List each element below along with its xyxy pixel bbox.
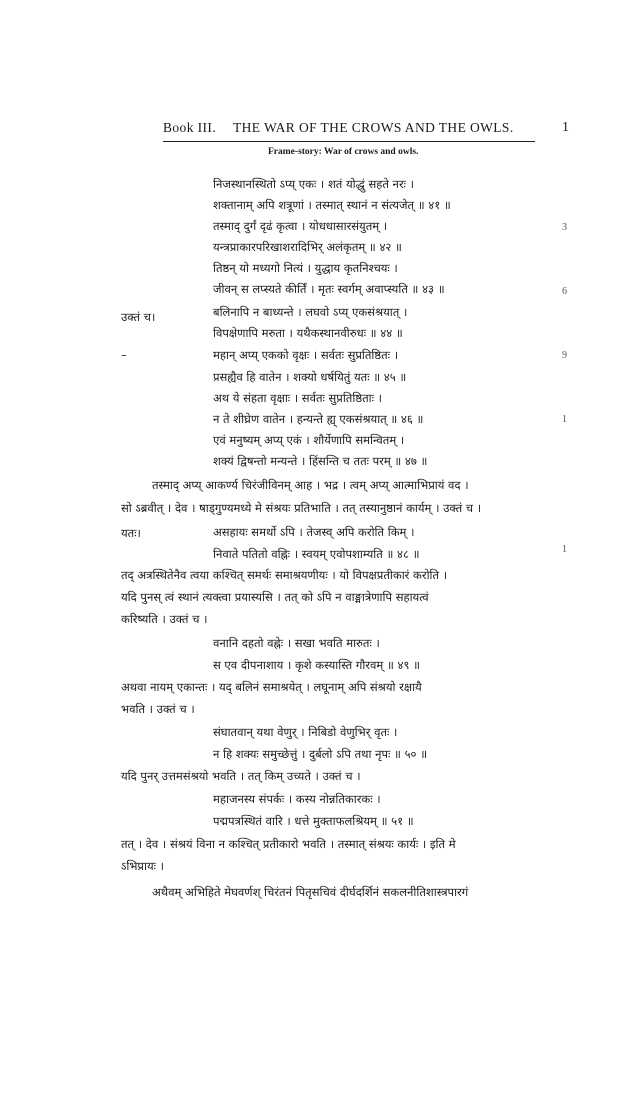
margin-mark: 1	[562, 544, 567, 555]
verse-line: स एव दीपनाशाय । कृशे कस्यास्ति गौरवम् ॥ ४९ ॥	[213, 658, 421, 672]
verse-line: शक्तानाम् अपि शत्रूणां । तस्मात् स्थानं न संत्यजेत् ॥ ४१ ॥	[213, 198, 451, 212]
prose-line: अथैवम् अभिहिते मेघवर्णश् चिरंतनं पितृसचिवं दीर्घदर्शिनं सकलनीतिशास्त्रपारगं	[152, 885, 469, 899]
margin-mark: 6	[562, 286, 567, 297]
verse-line: तस्माद् दुर्गं दृढं कृत्वा । योधधासारसंयुतम् ।	[213, 219, 388, 233]
prose-line: सो ऽब्रवीत् । देव । षाड्गुण्यमध्ये मे संश्रयः प्रतिभाति । तत् तस्यानुष्ठानं कार्यम् । उक्तं च ।	[121, 501, 482, 515]
prose-line: तत् । देव । संश्रयं विना न कश्चित् प्रतीकारो भवति । तस्मात् संश्रयः कार्यः । इति मे	[121, 837, 456, 851]
verse-line: संघातवान् यथा वेणुर् । निबिडो वेणुभिर् वृतः ।	[213, 725, 398, 739]
prose-line: अथवा नायम् एकान्तः । यद् बलिनं समाश्रयेत् । लघूनाम् अपि संश्रयो रक्षायै	[121, 680, 422, 694]
prose-line: करिष्यति । उक्तं च ।	[121, 612, 208, 626]
prose-line: भवति । उक्तं च ।	[121, 702, 195, 716]
prose-line: यदि पुनस् त्वं स्थानं त्यक्त्वा प्रयास्यसि । तत् को ऽपि न वाङ्मात्रेणापि सहायत्वं	[121, 590, 429, 604]
verse-line: असहायः समर्थो ऽपि । तेजस्व् अपि करोति किम् ।	[213, 525, 415, 539]
verse-line: एवं मनुष्यम् अप्य् एकं । शौर्येणापि समन्वितम् ।	[213, 433, 405, 447]
verse-line: न हि शक्यः समुच्छेत्तुं । दुर्बलो ऽपि तथा नृपः ॥ ५० ॥	[213, 747, 428, 761]
verse-line: न ते शीघ्रेण वातेन । हन्यन्ते ह्य् एकसंश्रयात् ॥ ४६ ॥	[213, 412, 424, 426]
verse-line: निवाते पतितो वह्निः । स्वयम् एवोपशाम्यति ॥ ४८ ॥	[213, 547, 420, 561]
verse-line: निजस्थानस्थितो ऽप्य् एकः । शतं योद्धुं सहते नरः ।	[213, 177, 414, 191]
verse-line: शक्यं द्विषन्तो मन्यन्ते । हिंसन्ति च ततः परम् ॥ ४७ ॥	[213, 454, 428, 468]
frame-story-subtitle: Frame-story: War of crows and owls.	[268, 147, 419, 157]
margin-dash: –	[121, 348, 127, 362]
verse-line: यन्त्रप्राकारपरिखाशरादिभिर् अलंकृतम् ॥ ४२ ॥	[213, 240, 402, 254]
book-number: Book III.	[163, 120, 217, 135]
prose-line: तद् अत्रस्थितेनैव त्वया कश्चित् समर्थः समाश्रयणीयः । यो विपक्षप्रतीकारं करोति ।	[121, 568, 448, 582]
verse-line: प्रसह्यैव हि वातेन । शक्यो धर्षयितुं यतः ॥ ४५ ॥	[213, 370, 407, 384]
header-rule	[163, 141, 535, 142]
verse-line: महान् अप्य् एकको वृक्षः । सर्वतः सुप्रतिष्ठितः ।	[213, 348, 399, 362]
verse-line: तिष्ठन् यो मध्यगो नित्यं । युद्धाय कृतनिश्चयः ।	[213, 261, 398, 275]
ukta-ca-label: उक्तं च।	[121, 310, 156, 324]
verse-line: बलिनापि न बाध्यन्ते । लघवो ऽप्य् एकसंश्रयात् ।	[213, 305, 408, 319]
verse-line: अथ ये संहता वृक्षाः । सर्वतः सुप्रतिष्ठिताः ।	[213, 391, 382, 405]
margin-mark: 1	[562, 414, 567, 425]
prose-line: यदि पुनर् उत्तमसंश्रयो भवति । तत् किम् उच्यते । उक्तं च ।	[121, 769, 361, 783]
verse-line: पद्मपत्रस्थितं वारि । धत्ते मुक्ताफलश्रियम् ॥ ५१ ॥	[213, 814, 414, 828]
running-header	[163, 120, 523, 140]
yatah-label: यतः।	[121, 526, 141, 540]
page-number: 1	[562, 120, 569, 135]
verse-line: वनानि दहतो वह्नेः । सखा भवति मारुतः ।	[213, 636, 380, 650]
verse-line: विपक्षेणापि मरुता । यथैकस्थानवीरुधः ॥ ४४ ॥	[213, 326, 403, 340]
verse-line: जीवन् स लप्स्यते कीर्तिं । मृतः स्वर्गम् अवाप्स्यति ॥ ४३ ॥	[213, 282, 445, 296]
verse-line: महाजनस्य संपर्कः । कस्य नोन्नतिकारकः ।	[213, 792, 381, 806]
prose-line: तस्माद् अप्य् आकर्ण्य चिरंजीविनम् आह । भद्र । त्वम् अप्य् आत्माभिप्रायं वद ।	[152, 478, 469, 492]
margin-mark: 9	[562, 350, 567, 361]
chapter-title: THE WAR OF THE CROWS AND THE OWLS.	[233, 120, 514, 135]
prose-line: ऽभिप्रायः ।	[121, 859, 164, 873]
margin-mark: 3	[562, 222, 567, 233]
